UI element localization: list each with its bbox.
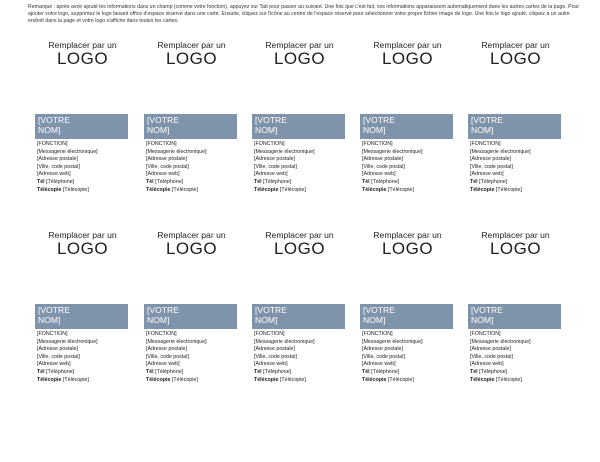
address-field[interactable]: [Adresse postale]	[37, 156, 78, 163]
city-field[interactable]: [Ville, code postal]	[362, 353, 405, 360]
city-field[interactable]: [Ville, code postal]	[37, 353, 80, 360]
address-field[interactable]: [Adresse postale]	[254, 156, 295, 163]
logo-placeholder[interactable]	[144, 230, 239, 257]
contact-details[interactable]	[37, 331, 130, 384]
contact-details[interactable]	[470, 141, 563, 194]
contact-details[interactable]	[254, 331, 347, 384]
name-field[interactable]: [VOTRE NOM]	[252, 304, 345, 329]
name-field[interactable]: [VOTRE NOM]	[144, 304, 237, 329]
email-field[interactable]: [Messagerie électronique]	[37, 338, 98, 345]
city-field[interactable]: [Ville, code postal]	[146, 353, 189, 360]
address-field[interactable]: [Adresse postale]	[37, 346, 78, 353]
name-field[interactable]: [VOTRE NOM]	[35, 304, 128, 329]
fax-line[interactable]: Télécopie [Télécopie]	[362, 376, 414, 383]
name-field[interactable]: [VOTRE NOM]	[252, 114, 345, 139]
job-title-field[interactable]: [FONCTION]	[470, 331, 501, 337]
name-field[interactable]: [VOTRE NOM]	[360, 304, 453, 329]
email-field[interactable]: [Messagerie électronique]	[37, 148, 98, 155]
logo-replace-text: Remplacer par un	[265, 40, 334, 50]
address-field[interactable]: [Adresse postale]	[146, 346, 187, 353]
phone-line[interactable]: Tél [Téléphone]	[146, 368, 184, 375]
address-field[interactable]: [Adresse postale]	[146, 156, 187, 163]
web-field[interactable]: [Adresse web]	[146, 361, 180, 368]
logo-placeholder[interactable]	[252, 40, 347, 67]
job-title-field[interactable]: [FONCTION]	[146, 141, 177, 147]
fax-line[interactable]: Télécopie [Télécopie]	[37, 186, 89, 193]
logo-replace-text: Remplacer par un	[48, 230, 117, 240]
contact-details[interactable]	[362, 331, 455, 384]
web-field[interactable]: [Adresse web]	[146, 171, 180, 178]
web-field[interactable]: [Adresse web]	[37, 361, 71, 368]
job-title-field[interactable]: [FONCTION]	[37, 331, 68, 337]
logo-placeholder[interactable]	[468, 40, 563, 67]
name-field[interactable]: [VOTRE NOM]	[35, 114, 128, 139]
contact-details[interactable]	[146, 141, 239, 194]
instruction-note: Remarque : après avoir ajouté les informations dans un champ (comme votre fonction), appuyez sur Tab pour passer au suivant. Une fois que c'est fait, vos informations apparaissent automatiquement dans les autres cartes de la page. Pour ajouter votre logo, supprimez le logo faisant office d'espace réservé dans une carte. Ensuite, cliquez sur l'icône au centre de l'espace réservé pour sélectionner votre propre fichier image de logo. Une fois le logo ajouté, cliquez à un autre endroit dans la page et votre logo s'affiche dans toutes les cartes.	[28, 4, 580, 25]
logo-text: LOGO	[56, 239, 109, 258]
logo-replace-text: Remplacer par un	[481, 230, 550, 240]
address-field[interactable]: [Adresse postale]	[362, 156, 403, 163]
logo-replace-text: Remplacer par un	[157, 40, 226, 50]
phone-line[interactable]: Tél [Téléphone]	[146, 178, 184, 185]
fax-line[interactable]: Télécopie [Télécopie]	[470, 186, 522, 193]
job-title-field[interactable]: [FONCTION]	[362, 141, 393, 147]
logo-text: LOGO	[273, 239, 326, 258]
email-field[interactable]: [Messagerie électronique]	[146, 338, 207, 345]
web-field[interactable]: [Adresse web]	[37, 171, 71, 178]
phone-line[interactable]: Tél [Téléphone]	[362, 178, 400, 185]
web-field[interactable]: [Adresse web]	[470, 361, 504, 368]
phone-line[interactable]: Tél [Téléphone]	[254, 178, 292, 185]
web-field[interactable]: [Adresse web]	[362, 171, 396, 178]
logo-text: LOGO	[165, 49, 218, 68]
name-field[interactable]: [VOTRE NOM]	[144, 114, 237, 139]
logo-text: LOGO	[165, 239, 218, 258]
city-field[interactable]: [Ville, code postal]	[254, 163, 297, 170]
city-field[interactable]: [Ville, code postal]	[146, 163, 189, 170]
contact-details[interactable]	[470, 331, 563, 384]
logo-text: LOGO	[381, 239, 434, 258]
city-field[interactable]: [Ville, code postal]	[254, 353, 297, 360]
web-field[interactable]: [Adresse web]	[254, 171, 288, 178]
name-field[interactable]: [VOTRE NOM]	[468, 114, 561, 139]
logo-placeholder[interactable]	[360, 40, 455, 67]
email-field[interactable]: [Messagerie électronique]	[254, 148, 315, 155]
logo-placeholder[interactable]	[252, 230, 347, 257]
job-title-field[interactable]: [FONCTION]	[254, 141, 285, 147]
job-title-field[interactable]: [FONCTION]	[146, 331, 177, 337]
logo-placeholder[interactable]	[360, 230, 455, 257]
phone-line[interactable]: Tél [Téléphone]	[37, 368, 75, 375]
phone-line[interactable]: Tél [Téléphone]	[362, 368, 400, 375]
fax-line[interactable]: Télécopie [Télécopie]	[146, 376, 198, 383]
phone-line[interactable]: Tél [Téléphone]	[37, 178, 75, 185]
address-field[interactable]: [Adresse postale]	[362, 346, 403, 353]
logo-placeholder[interactable]	[468, 230, 563, 257]
web-field[interactable]: [Adresse web]	[254, 361, 288, 368]
email-field[interactable]: [Messagerie électronique]	[362, 338, 423, 345]
logo-placeholder[interactable]	[144, 40, 239, 67]
city-field[interactable]: [Ville, code postal]	[37, 163, 80, 170]
web-field[interactable]: [Adresse web]	[362, 361, 396, 368]
fax-line[interactable]: Télécopie [Télécopie]	[37, 376, 89, 383]
job-title-field[interactable]: [FONCTION]	[470, 141, 501, 147]
contact-details[interactable]	[37, 141, 130, 194]
fax-line[interactable]: Télécopie [Télécopie]	[146, 186, 198, 193]
fax-line[interactable]: Télécopie [Télécopie]	[254, 186, 306, 193]
logo-text: LOGO	[489, 239, 542, 258]
address-field[interactable]: [Adresse postale]	[254, 346, 295, 353]
fax-line[interactable]: Télécopie [Télécopie]	[470, 376, 522, 383]
job-title-field[interactable]: [FONCTION]	[37, 141, 68, 147]
job-title-field[interactable]: [FONCTION]	[362, 331, 393, 337]
contact-details[interactable]	[146, 331, 239, 384]
phone-line[interactable]: Tél [Téléphone]	[470, 368, 508, 375]
city-field[interactable]: [Ville, code postal]	[470, 163, 513, 170]
contact-details[interactable]	[362, 141, 455, 194]
city-field[interactable]: [Ville, code postal]	[470, 353, 513, 360]
logo-replace-text: Remplacer par un	[157, 230, 226, 240]
email-field[interactable]: [Messagerie électronique]	[254, 338, 315, 345]
name-field[interactable]: [VOTRE NOM]	[360, 114, 453, 139]
phone-line[interactable]: Tél [Téléphone]	[254, 368, 292, 375]
logo-text: LOGO	[56, 49, 109, 68]
email-field[interactable]: [Messagerie électronique]	[362, 148, 423, 155]
logo-replace-text: Remplacer par un	[481, 40, 550, 50]
logo-replace-text: Remplacer par un	[265, 230, 334, 240]
address-field[interactable]: [Adresse postale]	[470, 346, 511, 353]
logo-text: LOGO	[381, 49, 434, 68]
logo-replace-text: Remplacer par un	[373, 230, 442, 240]
city-field[interactable]: [Ville, code postal]	[362, 163, 405, 170]
phone-line[interactable]: Tél [Téléphone]	[470, 178, 508, 185]
email-field[interactable]: [Messagerie électronique]	[470, 148, 531, 155]
logo-text: LOGO	[489, 49, 542, 68]
name-field[interactable]: [VOTRE NOM]	[468, 304, 561, 329]
web-field[interactable]: [Adresse web]	[470, 171, 504, 178]
email-field[interactable]: [Messagerie électronique]	[146, 148, 207, 155]
fax-line[interactable]: Télécopie [Télécopie]	[254, 376, 306, 383]
logo-replace-text: Remplacer par un	[373, 40, 442, 50]
logo-placeholder[interactable]	[35, 230, 130, 257]
logo-placeholder[interactable]	[35, 40, 130, 67]
logo-replace-text: Remplacer par un	[48, 40, 117, 50]
contact-details[interactable]	[254, 141, 347, 194]
fax-line[interactable]: Télécopie [Télécopie]	[362, 186, 414, 193]
address-field[interactable]: [Adresse postale]	[470, 156, 511, 163]
email-field[interactable]: [Messagerie électronique]	[470, 338, 531, 345]
job-title-field[interactable]: [FONCTION]	[254, 331, 285, 337]
logo-text: LOGO	[273, 49, 326, 68]
